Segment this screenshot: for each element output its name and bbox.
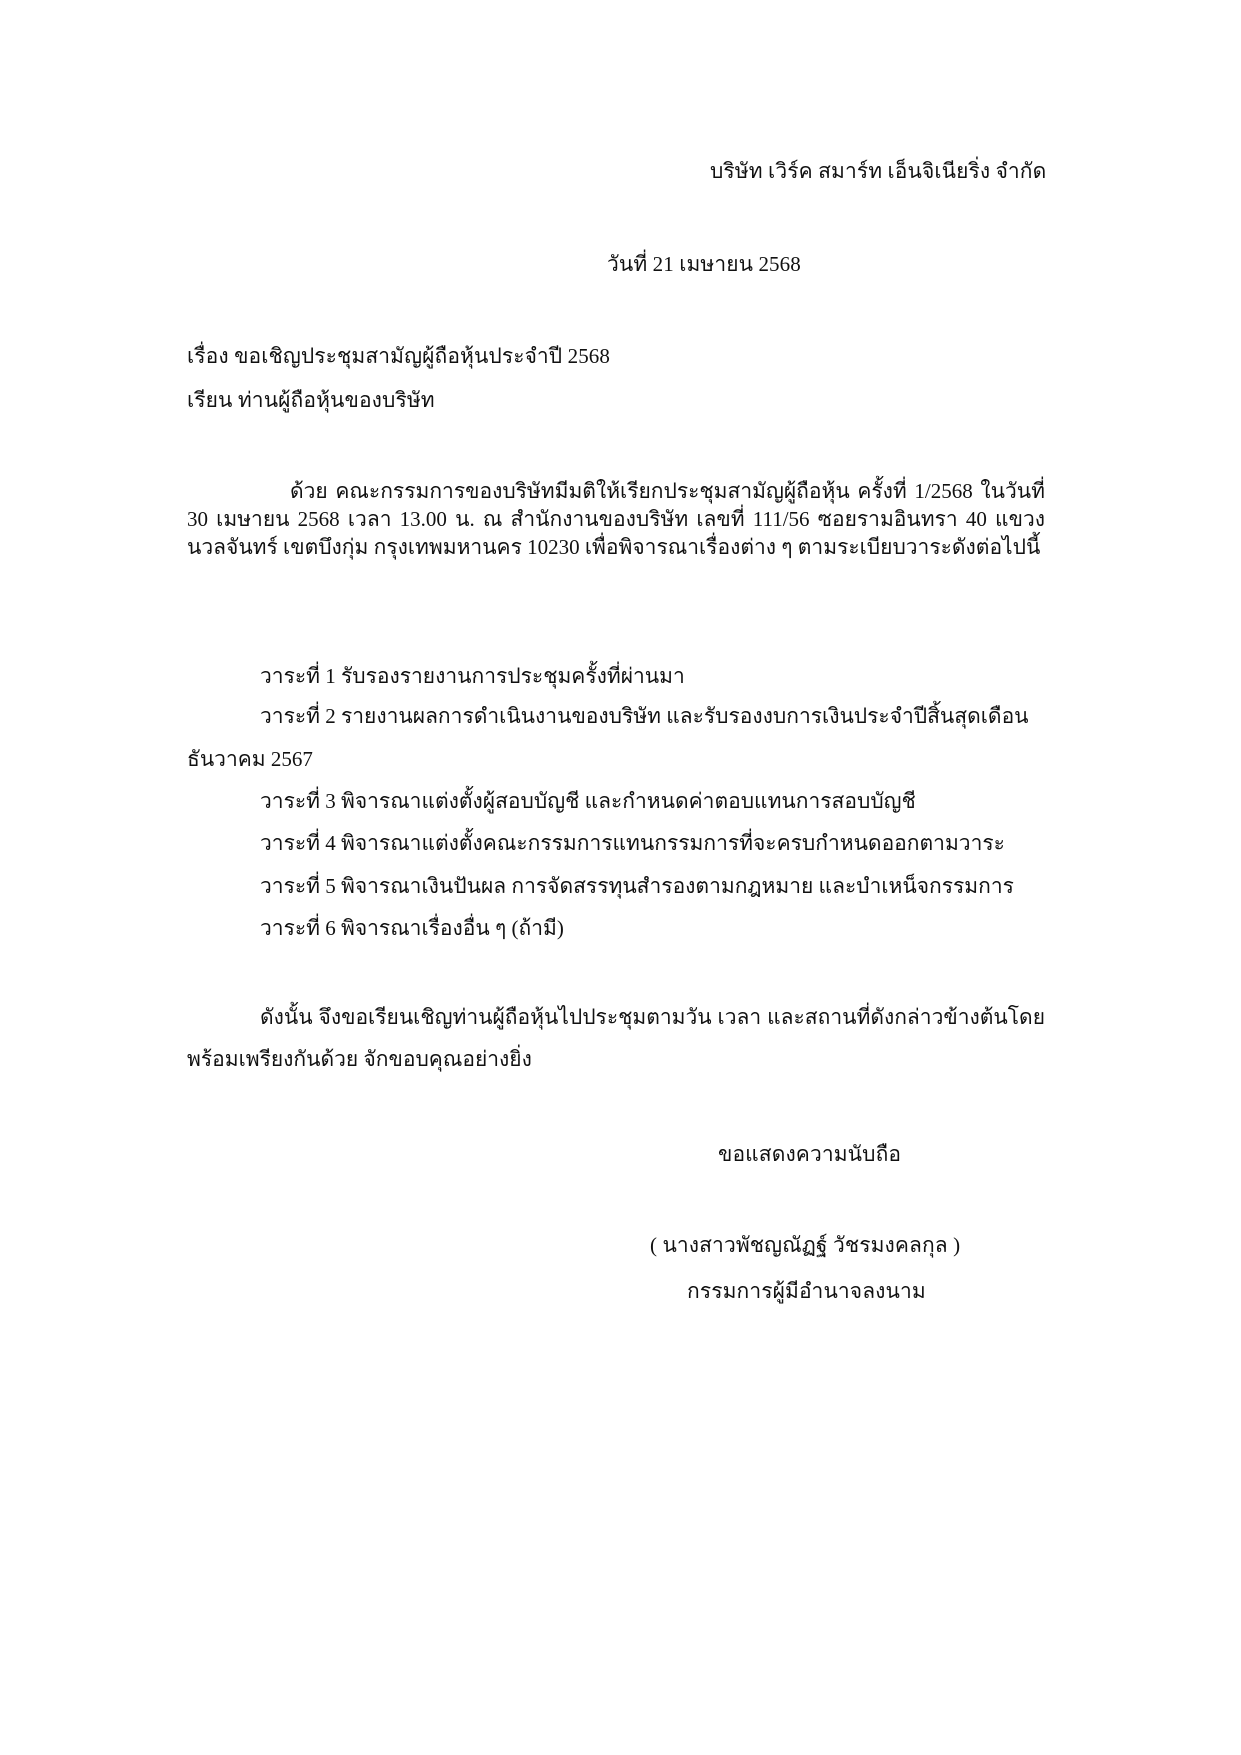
closing-paragraph: [187, 1003, 1045, 1073]
agenda-item-3: วาระที่ 3 พิจารณาแต่งตั้งผู้สอบบัญชี และกำหนดค่าตอบแทนการสอบบัญชี: [260, 789, 916, 813]
intro-paragraph: [187, 477, 1045, 561]
company-name: บริษัท เวิร์ค สมาร์ท เอ็นจิเนียริ่ง จำกัด: [710, 159, 1047, 183]
closing-salutation: ขอแสดงความนับถือ: [718, 1142, 902, 1166]
signer-title: กรรมการผู้มีอำนาจลงนาม: [687, 1279, 926, 1303]
letter-date: วันที่ 21 เมษายน 2568: [607, 252, 801, 276]
intro-line-3: นวลจันทร์ เขตบึงกุ่ม กรุงเทพมหานคร 10230 เพื่อพิจารณาเรื่องต่าง ๆ ตามระเบียบวาระดังต่อไปนี้: [187, 535, 1041, 559]
closing-line-2: พร้อมเพรียงกันด้วย จักขอบคุณอย่างยิ่ง: [187, 1047, 532, 1071]
agenda-item-6: วาระที่ 6 พิจารณาเรื่องอื่น ๆ (ถ้ามี): [260, 916, 564, 940]
intro-line-1: ด้วย คณะกรรมการของบริษัทมีมติให้เรียกประชุมสามัญผู้ถือหุ้น ครั้งที่ 1/2568 ในวันที่: [290, 479, 1045, 503]
letter-recipient: เรียน ท่านผู้ถือหุ้นของบริษัท: [187, 388, 435, 412]
agenda-item-2-continued: ธันวาคม 2567: [187, 747, 313, 771]
agenda-item-2: วาระที่ 2 รายงานผลการดำเนินงานของบริษัท และรับรองงบการเงินประจำปีสิ้นสุดเดือน: [260, 704, 1029, 728]
intro-line-2: 30 เมษายน 2568 เวลา 13.00 น. ณ สำนักงานของบริษัท เลขที่ 111/56 ซอยรามอินทรา 40 แขวง: [187, 507, 1045, 531]
signer-name: ( นางสาวพัชญณัฏฐ์ วัชรมงคลกุล ): [650, 1233, 961, 1257]
closing-line-1: ดังนั้น จึงขอเรียนเชิญท่านผู้ถือหุ้นไปประชุมตามวัน เวลา และสถานที่ดังกล่าวข้างต้นโดย: [260, 1005, 1045, 1029]
agenda-item-5: วาระที่ 5 พิจารณาเงินปันผล การจัดสรรทุนสำรองตามกฎหมาย และบำเหน็จกรรมการ: [260, 874, 1014, 898]
agenda-item-1: วาระที่ 1 รับรองรายงานการประชุมครั้งที่ผ่านมา: [260, 664, 685, 688]
letter-subject: เรื่อง ขอเชิญประชุมสามัญผู้ถือหุ้นประจำปี 2568: [187, 344, 610, 368]
agenda-item-4: วาระที่ 4 พิจารณาแต่งตั้งคณะกรรมการแทนกรรมการที่จะครบกำหนดออกตามวาระ: [260, 831, 1005, 855]
